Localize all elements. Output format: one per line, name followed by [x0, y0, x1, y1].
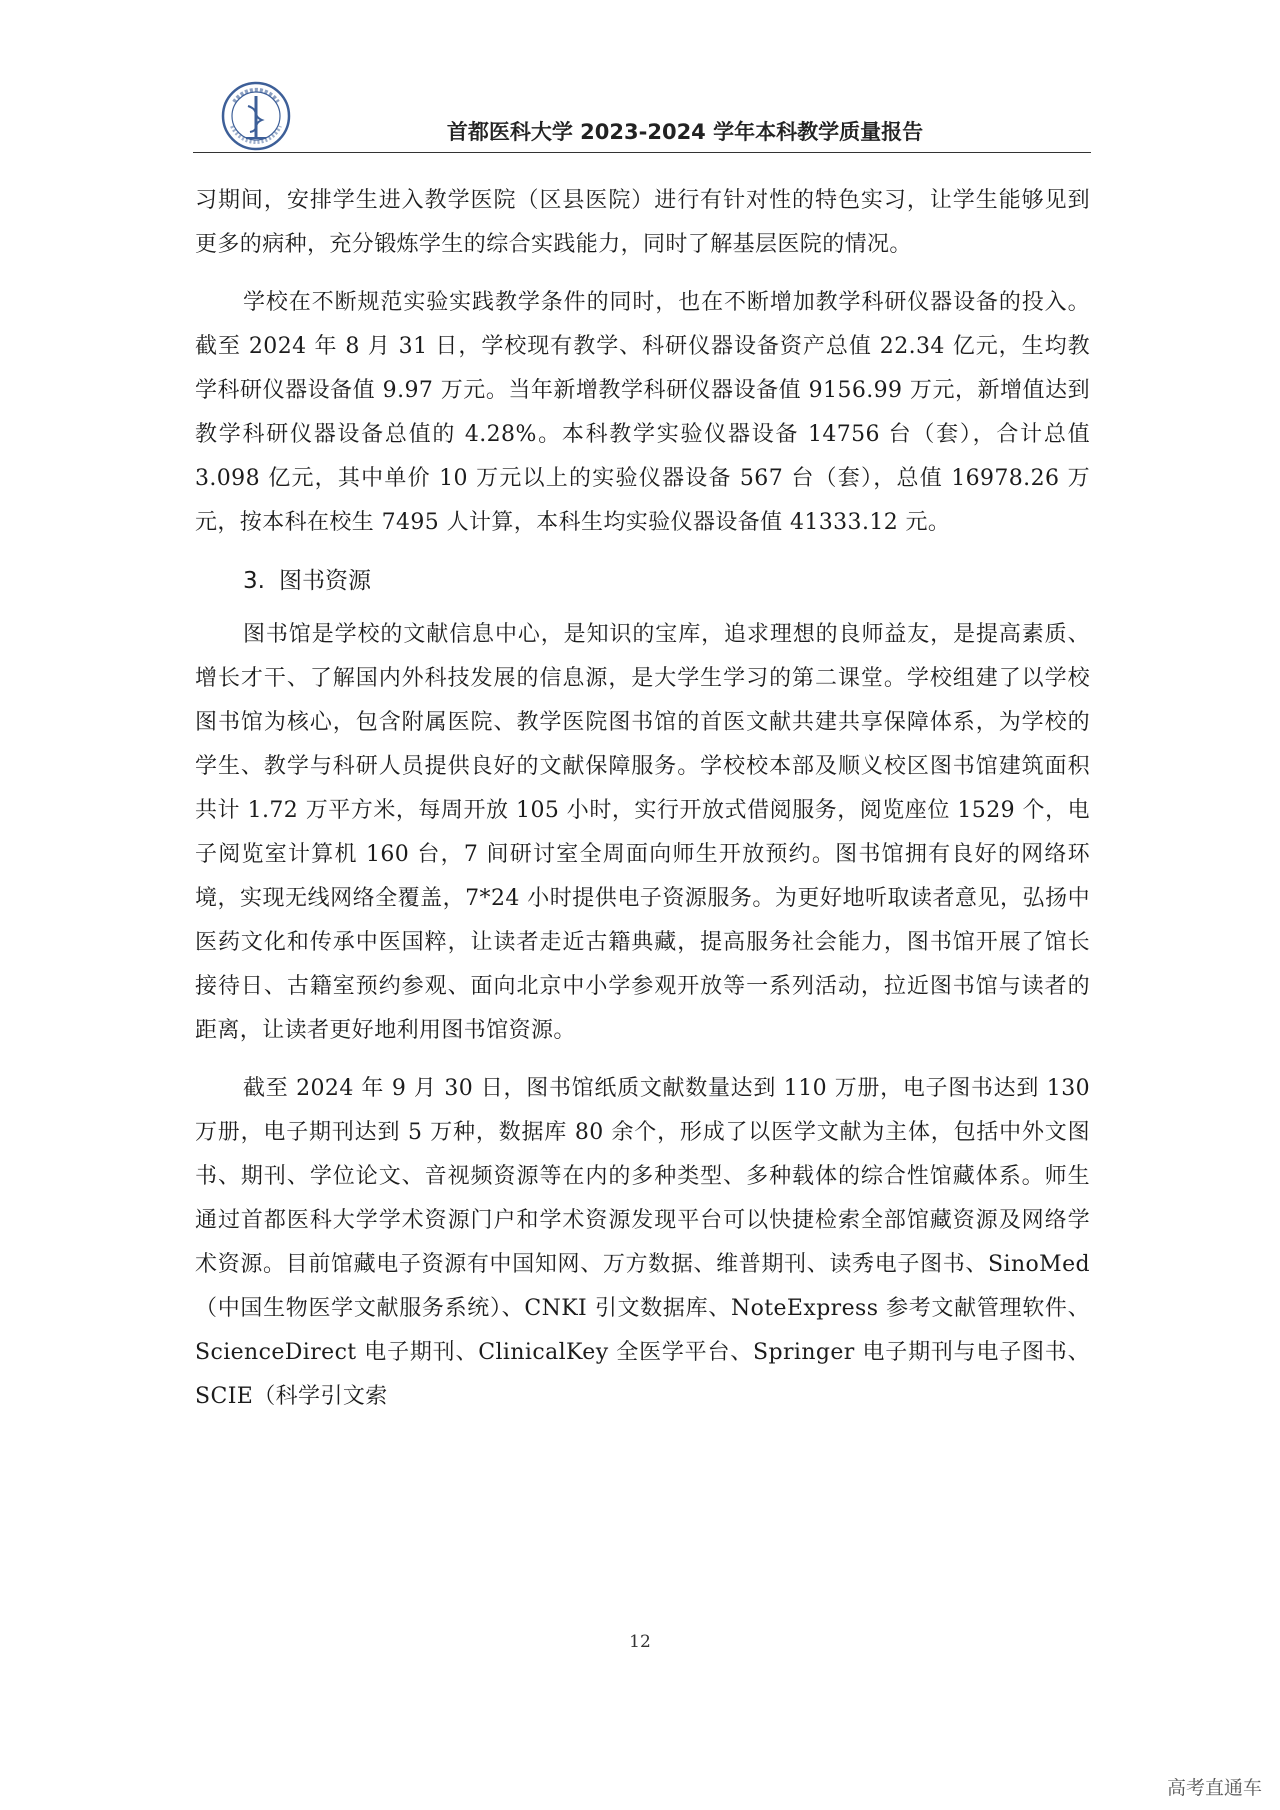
- paragraph-internship: 习期间，安排学生进入教学医院（区县医院）进行有针对性的特色实习，让学生能够见到更多的病种，充分锻炼学生的综合实践能力，同时了解基层医院的情况。: [195, 188, 1090, 257]
- header-title: 首都医科大学 2023-2024 学年本科教学质量报告: [446, 120, 924, 144]
- paragraph-library-overview: 图书馆是学校的文献信息中心，是知识的宝库，追求理想的良师益友，是提高素质、增长才干、了解国内外科技发展的信息源，是大学生学习的第二课堂。学校组建了以学校图书馆为核心，包含附属医院、教学医院图书馆的首医文献共建共享保障体系，为学校的学生、教学与科研人员提供良好的文献保障服务。学校校本部及顺义校区图书馆建筑面积共计 1.72 万平方米，每周开放 105 小时，实行开放式借阅服务，阅览座位 1529 个，电子阅览室计算机 160 台，7 间研讨室全周面向师生开放预约。图书馆拥有良好的网络环境，实现无线网络全覆盖，7*24 小时提供电子资源服务。为更好地听取读者意见，弘扬中医药文化和传承中医国粹，让读者走近古籍典藏，提高服务社会能力，图书馆开展了馆长接待日、古籍室预约参观、面向北京中小学参观开放等一系列活动，拉近图书馆与读者的距离，让读者更好地利用图书馆资源。: [195, 622, 1090, 1043]
- section-title: 图书资源: [278, 568, 371, 594]
- page-number: 12: [629, 1632, 651, 1652]
- page-body: [195, 179, 1090, 1419]
- paragraph-library-collection: 截至 2024 年 9 月 30 日，图书馆纸质文献数量达到 110 万册，电子图书达到 130 万册，电子期刊达到 5 万种，数据库 80 余个，形成了以医学文献为主体，包括中外文图书、期刊、学位论文、音视频资源等在内的多种类型、多种载体的综合性馆藏体系。师生通过首都医科大学学术资源门户和学术资源发现平台可以快捷检索全部馆藏资源及网络学术资源。目前馆藏电子资源有中国知网、万方数据、维普期刊、读秀电子图书、SinoMed（中国生物医学文献服务系统）、CNKI 引文数据库、NoteExpress 参考文献管理软件、ScienceDirect 电子期刊、ClinicalKey 全医学平台、Springer 电子期刊与电子图书、SCIE（科学引文索: [195, 1076, 1090, 1409]
- watermark-text: 高考直通车: [1166, 1777, 1262, 1799]
- section-number: 3.: [243, 568, 265, 594]
- section-heading-library: [195, 559, 1090, 603]
- paragraph-equipment: 学校在不断规范实验实践教学条件的同时，也在不断增加教学科研仪器设备的投入。截至 2024 年 8 月 31 日，学校现有教学、科研仪器设备资产总值 22.34 亿元，生均教学科研仪器设备值 9.97 万元。当年新增教学科研仪器设备值 9156.99 万元，新增值达到教学科研仪器设备总值的 4.28%。本科教学实验仪器设备 14756 台（套），合计总值 3.098 亿元，其中单价 10 万元以上的实验仪器设备 567 台（套），总值 16978.26 万元，按本科在校生 7495 人计算，本科生均实验仪器设备值 41333.12 元。: [195, 290, 1090, 535]
- header-divider: [193, 152, 1091, 153]
- university-logo: [220, 80, 292, 152]
